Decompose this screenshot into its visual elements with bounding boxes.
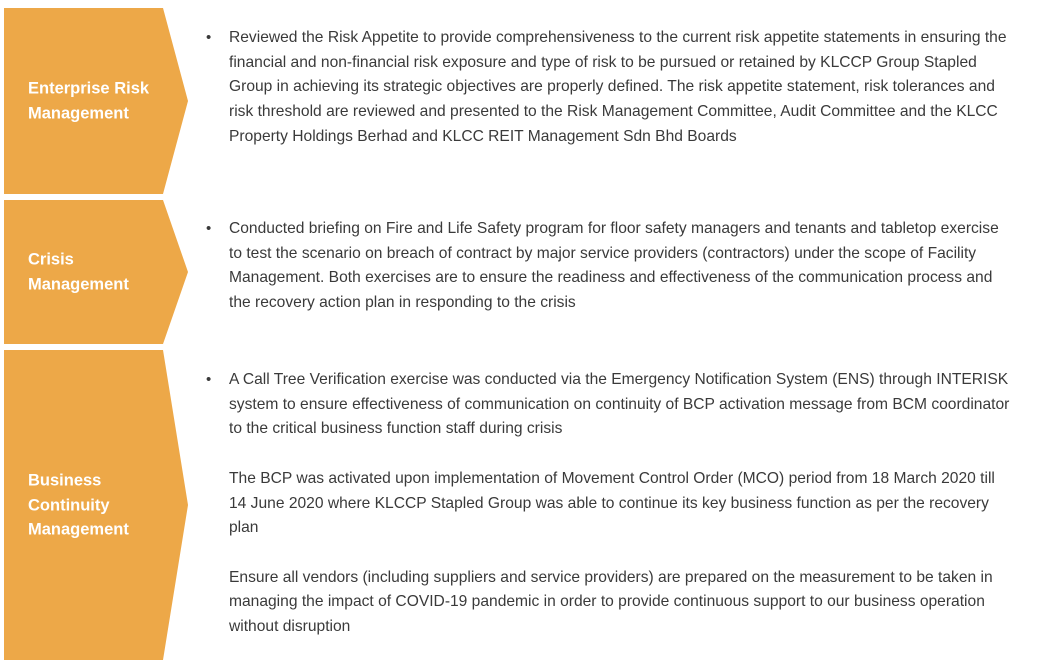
section-content xyxy=(206,26,1014,150)
bullet-paragraph xyxy=(206,217,1014,316)
bullet-icon: • xyxy=(206,29,212,46)
paragraph-text: Ensure all vendors (including suppliers and service providers) are prepared on the measurement to be taken in managing the impact of COVID-19 pandemic in order to provide continuous support to our business operation without disruption xyxy=(229,568,993,635)
paragraph-text: Reviewed the Risk Appetite to provide comprehensiveness to the current risk appetite statements in ensuring the financial and non-financial risk exposure and type of risk to be pursued or retained by KLCCP Group Stapled Group in achieving its strategic objectives are properly defined. The risk appetite statement, risk tolerances and risk threshold are reviewed and presented to the Risk Management Committee, Audit Committee and the KLCC Property Holdings Berhad and KLCC REIT Management Sdn Bhd Boards xyxy=(229,29,1007,145)
paragraph-text: Conducted briefing on Fire and Life Safety program for floor safety managers and tenants and tabletop exercise to test the scenario on breach of contract by major service providers (contractors) under the scope of Facility Management. Both exercises are to ensure the readiness and effectiveness of the communication process and the recovery action plan in responding to the crisis xyxy=(229,220,999,312)
section-label xyxy=(28,248,168,297)
section-label-line: Continuity xyxy=(28,495,110,514)
paragraph-text: A Call Tree Verification exercise was conducted via the Emergency Notification System (ENS) through INTERISK system to ensure effectiveness of communication on continuity of BCP activation message from BCM coordinator to the critical business function staff during crisis xyxy=(229,371,1010,438)
section-label xyxy=(28,468,168,542)
paragraph xyxy=(229,566,1014,640)
section-content xyxy=(206,368,1014,640)
bullet-icon: • xyxy=(206,371,212,388)
section-label-line: Management xyxy=(28,275,129,293)
section-label-line: Crisis xyxy=(28,250,74,269)
row-enterprise-risk-management xyxy=(4,8,1044,194)
bullet-paragraph xyxy=(206,26,1014,150)
section-label-line: Management xyxy=(28,104,129,122)
paragraph-spacer xyxy=(229,442,1014,467)
section-label-line: Enterprise Risk xyxy=(28,79,150,98)
section-label xyxy=(28,77,168,126)
section-content xyxy=(206,217,1014,316)
row-business-continuity-management xyxy=(4,350,1044,660)
paragraph-spacer xyxy=(229,541,1014,566)
paragraph xyxy=(229,467,1014,541)
bullet-paragraph xyxy=(206,368,1014,442)
section-label-line: Management xyxy=(28,520,129,539)
paragraph-text: The BCP was activated upon implementation of Movement Control Order (MCO) period from 18 March 2020 till 14 June 2020 where KLCCP Stapled Group was able to continue its key business function as per the recovery plan xyxy=(229,469,995,537)
section-label-line: Business xyxy=(28,471,102,490)
bullet-icon: • xyxy=(206,220,212,237)
row-crisis-management xyxy=(4,200,1044,344)
